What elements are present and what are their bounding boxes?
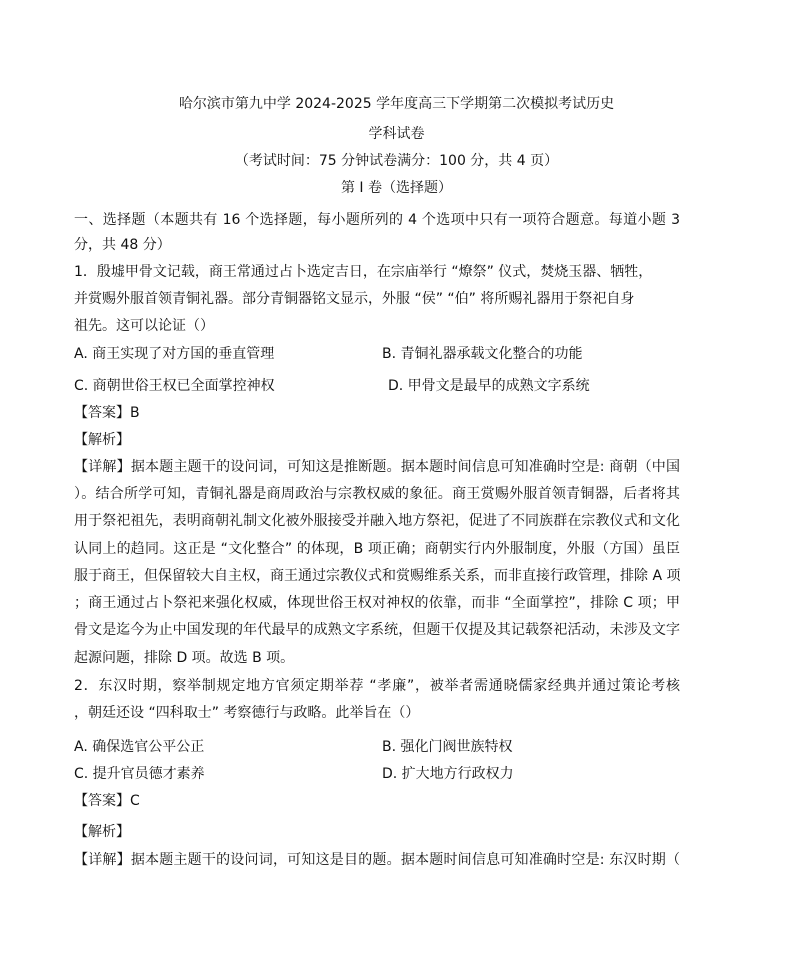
q1-analysis-label: 【解析】 <box>74 432 130 448</box>
q1-stem-line3: 祖先。这可以论证（） <box>74 318 214 334</box>
q2-analysis-label: 【解析】 <box>74 824 130 840</box>
q1-detail-line5: 服于商王，但保留较大自主权，商王通过宗教仪式和赏赐维系关系，而非直接行政管理，排除 A 项 <box>74 568 681 584</box>
section-intro-line1: 一、选择题（本题共有 16 个选择题，每小题所列的 4 个选项中只有一项符合题意。每道小题 3 <box>74 212 680 228</box>
q1-detail-line6: ；商王通过占卜祭祀来强化权威，体现世俗王权对神权的依靠，而非 “全面掌控”，排除 C 项；甲 <box>74 595 680 611</box>
q1-detail-line1: 【详解】据本题主题干的设问词，可知这是推断题。据本题时间信息可知准确时空是: 商朝（中国 <box>74 459 680 475</box>
q1-detail-line3: 用于祭祀祖先，表明商朝礼制文化被外服接受并融入地方祭祀，促进了不同族群在宗教仪式和文化 <box>74 513 680 529</box>
q1-option-b: B. 青铜礼器承载文化整合的功能 <box>382 346 583 362</box>
q1-stem-line1: 1．殷墟甲骨文记载，商王常通过占卜选定吉日，在宗庙举行 “燎祭” 仪式，焚烧玉器、牺牲， <box>74 264 653 280</box>
q2-option-b: B. 强化门阀世族特权 <box>382 739 513 755</box>
q1-answer: 【答案】B <box>74 405 140 421</box>
q2-answer: 【答案】C <box>74 793 140 809</box>
q1-detail-line7: 骨文是迄今为止中国发现的年代最早的成熟文字系统，但题干仅提及其记载祭祀活动，未涉及文字 <box>74 622 680 638</box>
q1-detail-line2: ）。结合所学可知，青铜礼器是商周政治与宗教权威的象征。商王赏赐外服首领青铜器，后者将其 <box>74 486 680 502</box>
exam-info: （考试时间：75 分钟试卷满分：100 分，共 4 页） <box>234 153 559 169</box>
q1-detail-line4: 认同上的趋同。这正是 “文化整合” 的体现，B 项正确；商朝实行内外服制度，外服（方国）虽臣 <box>74 541 680 557</box>
q2-stem-line2: ，朝廷还设 “四科取士” 考察德行与政略。此举旨在（） <box>74 705 420 721</box>
q2-option-a: A. 确保选官公平公正 <box>74 739 205 755</box>
q1-detail-line8: 起源问题，排除 D 项。故选 B 项。 <box>74 650 295 666</box>
q2-stem-line1: 2．东汉时期，察举制规定地方官须定期举荐 “孝廉”，被举者需通晓儒家经典并通过策论考核 <box>74 678 680 694</box>
section-title: 第 I 卷（选择题） <box>340 180 453 196</box>
q2-option-c: C. 提升官员德才素养 <box>74 766 205 782</box>
section-intro-line2: 分，共 48 分） <box>74 237 171 253</box>
q1-option-d: D. 甲骨文是最早的成熟文字系统 <box>388 378 590 394</box>
q2-option-d: D. 扩大地方行政权力 <box>382 766 514 782</box>
exam-title-line2: 学科试卷 <box>368 126 425 142</box>
q1-option-a: A. 商王实现了对方国的垂直管理 <box>74 346 275 362</box>
q1-option-c: C. 商朝世俗王权已全面掌控神权 <box>74 378 275 394</box>
q1-stem-line2: 并赏赐外服首领青铜礼器。部分青铜器铭文显示，外服 “侯” “伯” 将所赐礼器用于祭祀自身 <box>74 291 635 307</box>
exam-title-line1: 哈尔滨市第九中学 2024-2025 学年度高三下学期第二次模拟考试历史 <box>178 96 615 112</box>
q2-detail-line1: 【详解】据本题主题干的设问词，可知这是目的题。据本题时间信息可知准确时空是: 东汉时期（ <box>74 852 680 868</box>
